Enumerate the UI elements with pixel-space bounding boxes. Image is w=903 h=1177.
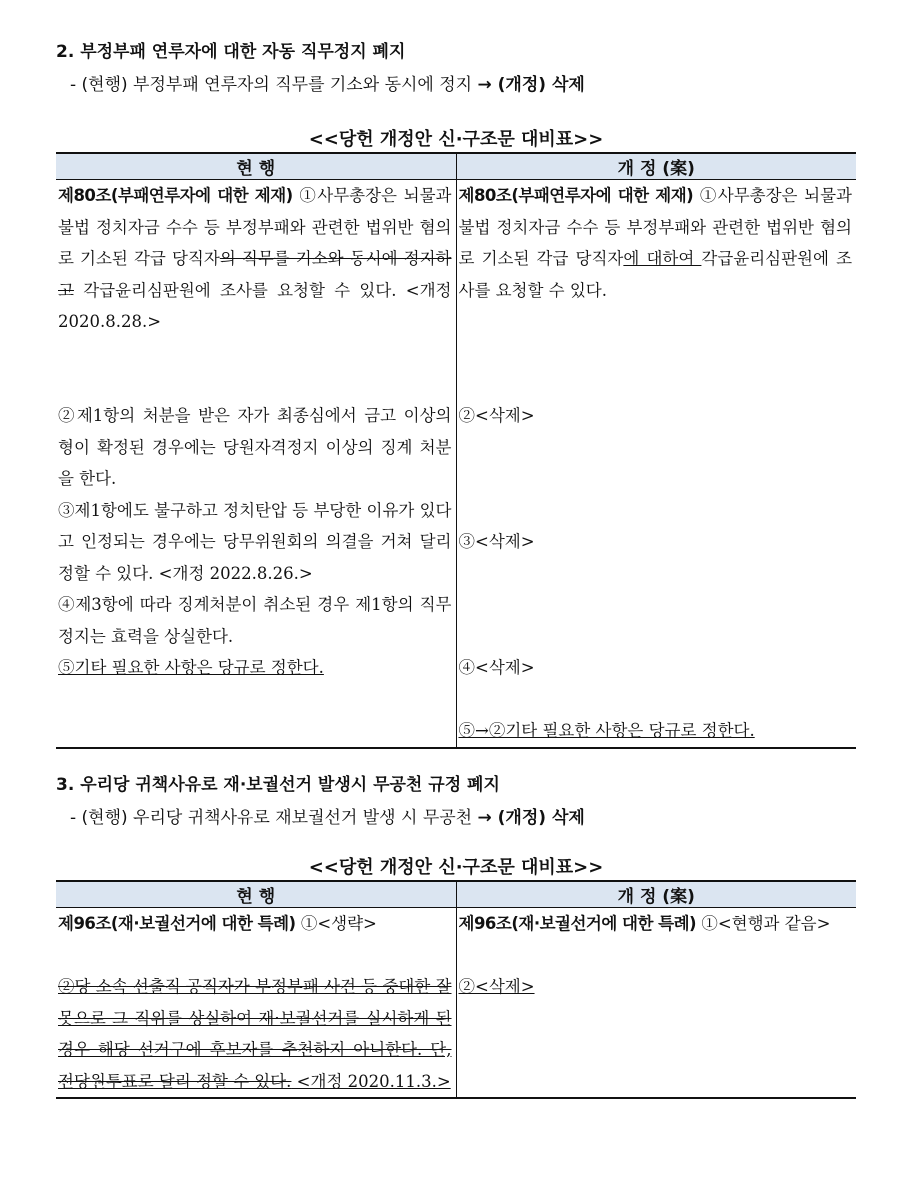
section-3-summary: [70, 806, 856, 830]
deleted-text: 의 직무를 기소와 동시에 정지하고: [58, 249, 452, 300]
table-row: [56, 908, 856, 1099]
table-2-block: [56, 128, 856, 749]
current-paragraph-3: ③제1항에도 불구하고 정치탄압 등 부당한 이유가 있다고 인정되는 경우에는 당무위원회의 의결을 거쳐 달리 정할 수 있다. <개정 2022.8.26.>: [58, 500, 452, 583]
section-2-summary: [70, 73, 856, 97]
article-title: 제80조(부패연루자에 대한 제재): [458, 186, 694, 205]
current-paragraph-2: ②당 소속 선출직 공직자가 부정부패 사건 등 중대한 잘못으로 그 직위를 상실하여 재·보궐선거를 실시하게 된 경우 해당 선거구에 후보자를 추천하지 아니한다. 단, 전당원투표로 달리 정할 수 있다. <개정 2020.11.3.>: [58, 977, 452, 1091]
table-header-row: [56, 881, 856, 908]
revised-paragraph-2: ②<삭제>: [458, 406, 535, 425]
section-2-summary-change: → (개정) 삭제: [477, 75, 585, 95]
table-2-caption: <<당헌 개정안 신·구조문 대비표>>: [308, 129, 604, 150]
section-3-summary-change: → (개정) 삭제: [477, 808, 585, 828]
section-3-title: 3. 우리당 귀책사유로 재·보궐선거 발생시 무공천 규정 폐지: [56, 775, 500, 795]
revised-paragraph-4: ④<삭제>: [458, 658, 535, 677]
article-title: 제80조(부패연루자에 대한 제재): [58, 186, 293, 205]
revised-text-cell: [456, 908, 856, 1099]
inserted-text: 에 대하여: [623, 249, 702, 268]
article-title: 제96조(재·보궐선거에 대한 특례): [58, 914, 296, 933]
section-2-title: 2. 부정부패 연루자에 대한 자동 직무정지 폐지: [56, 42, 406, 62]
section-2: [56, 40, 856, 97]
table-header-row: [56, 153, 856, 180]
deleted-text: ②당 소속 선출직 공직자가 부정부패 사건 등 중대한 잘못으로 그 직위를 상실하여 재·보궐선거를 실시하게 된 경우 해당 선거구에 후보자를 추천하지 아니한다. 단, 전당원투표로 달리 정할 수 있다.: [58, 977, 452, 1091]
current-paragraph-2: ②제1항의 처분을 받은 자가 최종심에서 금고 이상의 형이 확정된 경우에는 당원자격정지 이상의 징계 처분을 한다.: [58, 406, 452, 488]
comparison-table-3: [56, 880, 856, 1099]
revised-text-cell: [456, 180, 856, 748]
section-3: [56, 773, 856, 830]
column-revised: 개 정 (案): [456, 881, 856, 908]
current-text-cell: [56, 908, 456, 1099]
column-current: 현 행: [56, 153, 456, 180]
current-paragraph-4: ④제3항에 따라 징계처분이 취소된 경우 제1항의 직무정지는 효력을 상실한다.: [58, 595, 452, 646]
revised-paragraph-1: 제80조(부패연루자에 대한 제재) ①사무총장은 뇌물과 불법 정치자금 수수 등 부정부패와 관련한 법위반 혐의로 기소된 각급 당직자에 대하여 각급윤리심판원에 조사를 요청할 수 있다.: [458, 186, 853, 300]
revised-paragraph-2: ②<삭제>: [458, 977, 535, 996]
comparison-table-2: [56, 152, 856, 749]
current-text-cell: [56, 180, 456, 748]
column-current: 현 행: [56, 881, 456, 908]
revised-paragraph-3: ③<삭제>: [458, 532, 535, 551]
current-paragraph-1: 제96조(재·보궐선거에 대한 특례) ①<생략>: [58, 914, 377, 933]
table-3-caption: <<당헌 개정안 신·구조문 대비표>>: [308, 857, 604, 878]
current-paragraph-1: 제80조(부패연루자에 대한 제재) ①사무총장은 뇌물과 불법 정치자금 수수 등 부정부패와 관련한 법위반 혐의로 기소된 각급 당직자의 직무를 기소와 동시에 정지하고 각급윤리심판원에 조사를 요청할 수 있다. <개정 2020.8.28.>: [58, 186, 452, 331]
revised-paragraph-1: 제96조(재·보궐선거에 대한 특례) ①<현행과 같음>: [458, 914, 831, 933]
table-3-block: [56, 856, 856, 1099]
section-3-summary-current: - (현행) 우리당 귀책사유로 재보궐선거 발생 시 무공천: [70, 808, 478, 828]
current-paragraph-5: ⑤기타 필요한 사항은 당규로 정한다.: [58, 658, 324, 677]
table-row: [56, 180, 856, 748]
revised-paragraph-5: ⑤→②기타 필요한 사항은 당규로 정한다.: [458, 721, 755, 740]
article-title: 제96조(재·보궐선거에 대한 특례): [458, 914, 697, 933]
section-2-summary-current: - (현행) 부정부패 연루자의 직무를 기소와 동시에 정지: [70, 75, 478, 95]
column-revised: 개 정 (案): [456, 153, 856, 180]
